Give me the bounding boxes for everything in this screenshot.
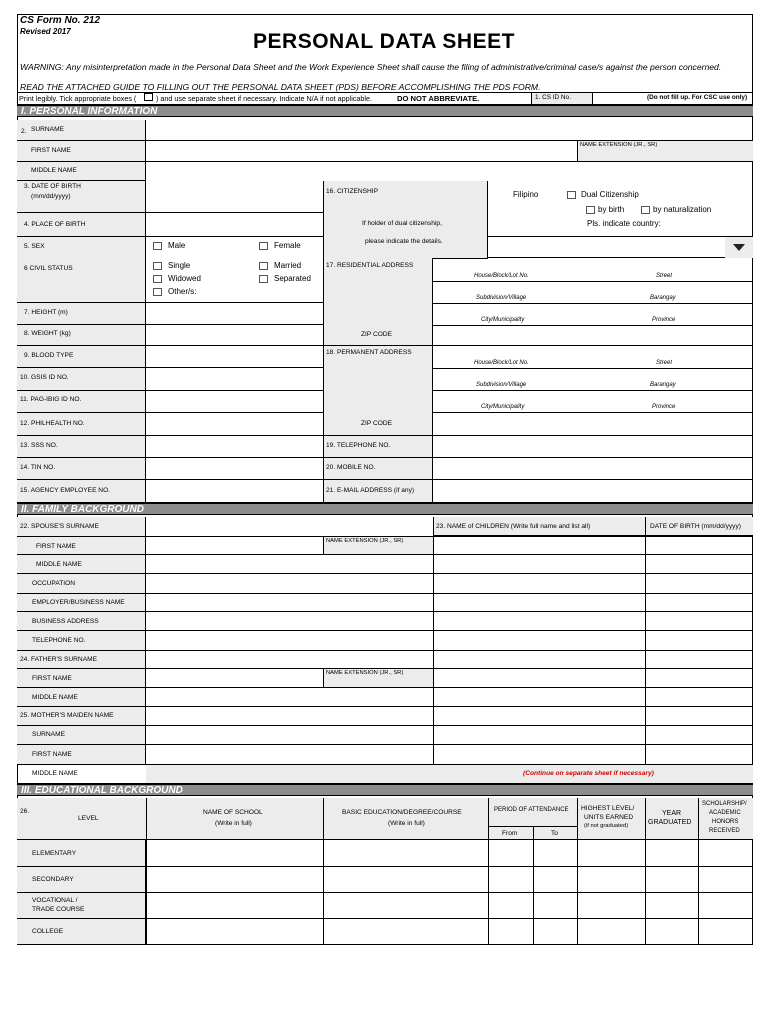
page-title: PERSONAL DATA SHEET [253,30,515,53]
widowed-label: Widowed [168,274,201,283]
school-write-full: (Write in full) [215,820,252,827]
indicate-country-label: Pls. indicate country: [587,219,661,228]
checkbox-by-naturalization[interactable] [641,206,650,214]
citizenship-label: 16. CITIZENSHIP [326,188,379,195]
instructions-text-a: Print legibly. Tick appropriate boxes ( [19,94,137,103]
res-city-label: City/Municipality [481,317,525,323]
spouse-ext-label: NAME EXTENSION (JR., SR) [326,538,404,544]
education-header-row [17,798,753,840]
dob-format: (mm/dd/yyyy) [31,193,71,200]
highest-level-header-2: UNITS EARNED [584,814,634,821]
single-label: Single [168,261,191,270]
pagibig-label: 11. PAG-IBIG ID NO. [20,396,82,403]
gsis-label: 10. GSIS ID NO. [20,374,69,381]
res-barangay-label: Barangay [650,295,676,301]
level-header: LEVEL [78,815,99,822]
dob-label: 3. DATE OF BIRTH [24,183,81,190]
honors-header-1: SCHOLARSHIP/ [702,801,747,807]
philhealth-label: 12. PHILHEALTH NO. [20,420,85,427]
mother-surname-label: SURNAME [32,731,65,738]
father-first-name-label: FIRST NAME [32,675,72,682]
checkbox-single[interactable] [153,262,162,270]
perm-city-label: City/Municipality [481,404,525,410]
res-subdivision-label: Subdivision/Village [476,295,527,301]
mother-middle-name-label: MIDDLE NAME [32,770,78,777]
checkbox-female[interactable] [259,242,268,250]
guide-notice: READ THE ATTACHED GUIDE TO FILLING OUT THE PERSONAL DATA SHEET (PDS) BEFORE ACCOMPLISHING THE PDS FORM. [20,82,541,92]
res-street-label: Street [656,273,673,279]
no-abbreviate-note: DO NOT ABBREVIATE. [397,94,480,103]
honors-header-3: HONORS [712,819,739,825]
spouse-first-name-label: FIRST NAME [36,543,76,550]
married-label: Married [274,261,302,270]
checkbox-separated[interactable] [259,275,268,283]
vocational-label-2: TRADE COURSE [32,906,85,913]
continue-row [146,765,753,784]
business-address-label: BUSINESS ADDRESS [32,618,99,625]
mother-first-name-label: FIRST NAME [32,751,72,758]
warning-text: WARNING: Any misinterpretation made in the Personal Data Sheet and the Work Experience Sheet shall cause the filing of administrative/criminal case/s against the person concerned. [20,62,722,72]
height-label: 7. HEIGHT (m) [24,309,68,316]
res-province-label: Province [652,317,676,323]
spouse-surname-label: 22. SPOUSE'S SURNAME [20,523,99,530]
college-label: COLLEGE [32,928,64,935]
year-graduated-header-2: GRADUATED [648,819,692,826]
degree-write-full: (Write in full) [388,820,425,827]
perm-subdivision-label: Subdivision/Village [476,382,527,388]
form-revision: Revised 2017 [20,27,71,36]
school-header: NAME OF SCHOOL [203,809,263,816]
instructions-text-b: ) and use separate sheet if necessary. Indicate N/A if not applicable. [156,94,373,103]
perm-street-label: Street [656,360,673,366]
residential-address-label: 17. RESIDENTIAL ADDRESS [326,262,414,269]
highest-level-header-1: HIGHEST LEVEL/ [581,805,635,812]
elementary-label: ELEMENTARY [32,850,77,857]
highest-level-header-3: (if not graduated) [584,823,629,829]
dual-citizenship-label: Dual Citizenship [581,190,639,199]
others-label: Other/s: [168,287,197,296]
education-number: 26. [20,808,30,815]
middle-name-label: MIDDLE NAME [31,167,77,174]
checkbox-widowed[interactable] [153,275,162,283]
checkbox-others[interactable] [153,288,162,296]
res-house-label: House/Block/Lot No. [474,273,529,279]
child-dob-label: DATE OF BIRTH (mm/dd/yyyy) [650,523,741,530]
employer-label: EMPLOYER/BUSINESS NAME [32,599,125,606]
tin-label: 14. TIN NO. [20,464,56,471]
spouse-telephone-label: TELEPHONE NO. [32,637,86,644]
by-birth-label: by birth [598,205,625,214]
mother-maiden-label: 25. MOTHER'S MAIDEN NAME [20,712,114,719]
cs-id-label: 1. CS ID No. [531,93,593,104]
civil-status-label: 6 CIVIL STATUS [24,265,73,272]
degree-header: BASIC EDUCATION/DEGREE/COURSE [342,809,462,816]
father-middle-name-label: MIDDLE NAME [32,694,78,701]
year-graduated-header-1: YEAR [662,810,682,817]
male-label: Male [168,241,186,250]
please-details-note: please indicate the details. [365,238,443,245]
vocational-label-1: VOCATIONAL / [32,897,78,904]
spouse-middle-name-label: MIDDLE NAME [36,561,82,568]
checkbox-by-birth[interactable] [586,206,595,214]
cs-id-note: (Do not fill up. For CSC use only) [647,94,748,101]
instructions-row [17,92,753,104]
agency-no-label: 15. AGENCY EMPLOYEE NO. [20,487,111,494]
surname-label: SURNAME [31,126,64,133]
form-number: CS Form No. 212 [20,15,101,26]
perm-province-label: Province [652,404,676,410]
honors-header-2: ACADEMIC [709,810,741,816]
section-educational-background: III. EDUCATIONAL BACKGROUND [17,783,753,796]
female-label: Female [274,241,301,250]
period-from-header: From [502,830,518,837]
period-to-header: To [551,830,558,837]
mobile-label: 20. MOBILE NO. [326,464,376,471]
dropdown-arrow-icon [733,244,745,251]
checkbox-icon [144,93,153,101]
permanent-address-label: 18. PERMANENT ADDRESS [326,349,412,356]
continue-note: (Continue on separate sheet if necessary) [523,770,654,777]
children-label: 23. NAME of CHILDREN (Write full name and list all) [436,523,591,530]
checkbox-dual-citizenship[interactable] [567,191,576,199]
occupation-label: OCCUPATION [32,580,75,587]
perm-house-label: House/Block/Lot No. [474,360,529,366]
country-select[interactable] [488,237,753,258]
filipino-label: Filipino [513,190,539,199]
by-naturalization-label: by naturalization [653,205,712,214]
if-dual-note: If holder of dual citizenship, [362,220,442,227]
email-label: 21. E-MAIL ADDRESS (if any) [326,487,415,494]
separated-label: Separated [274,274,311,283]
res-zip-label: ZIP CODE [361,331,393,338]
perm-zip-label: ZIP CODE [361,420,393,427]
name-extension-label: NAME EXTENSION (JR., SR) [580,142,658,148]
weight-label: 8. WEIGHT (kg) [24,330,71,337]
checkbox-married[interactable] [259,262,268,270]
father-surname-label: 24. FATHER'S SURNAME [20,656,97,663]
section-family-background: II. FAMILY BACKGROUND [17,502,753,515]
telephone-label: 19. TELEPHONE NO. [326,442,391,449]
perm-barangay-label: Barangay [650,382,676,388]
father-ext-label: NAME EXTENSION (JR., SR) [326,670,404,676]
honors-header-4: RECEIVED [709,828,740,834]
pob-label: 4. PLACE OF BIRTH [24,221,86,228]
surname-number: 2. [21,128,27,135]
checkbox-male[interactable] [153,242,162,250]
sss-label: 13. SSS NO. [20,442,58,449]
period-header: PERIOD OF ATTENDANCE [494,807,569,813]
personal-label-column [17,181,146,502]
section-personal-information: I. PERSONAL INFORMATION [17,104,753,117]
secondary-label: SECONDARY [32,876,74,883]
blood-type-label: 9. BLOOD TYPE [24,352,74,359]
sex-label: 5. SEX [24,243,45,250]
first-name-label: FIRST NAME [31,147,71,154]
